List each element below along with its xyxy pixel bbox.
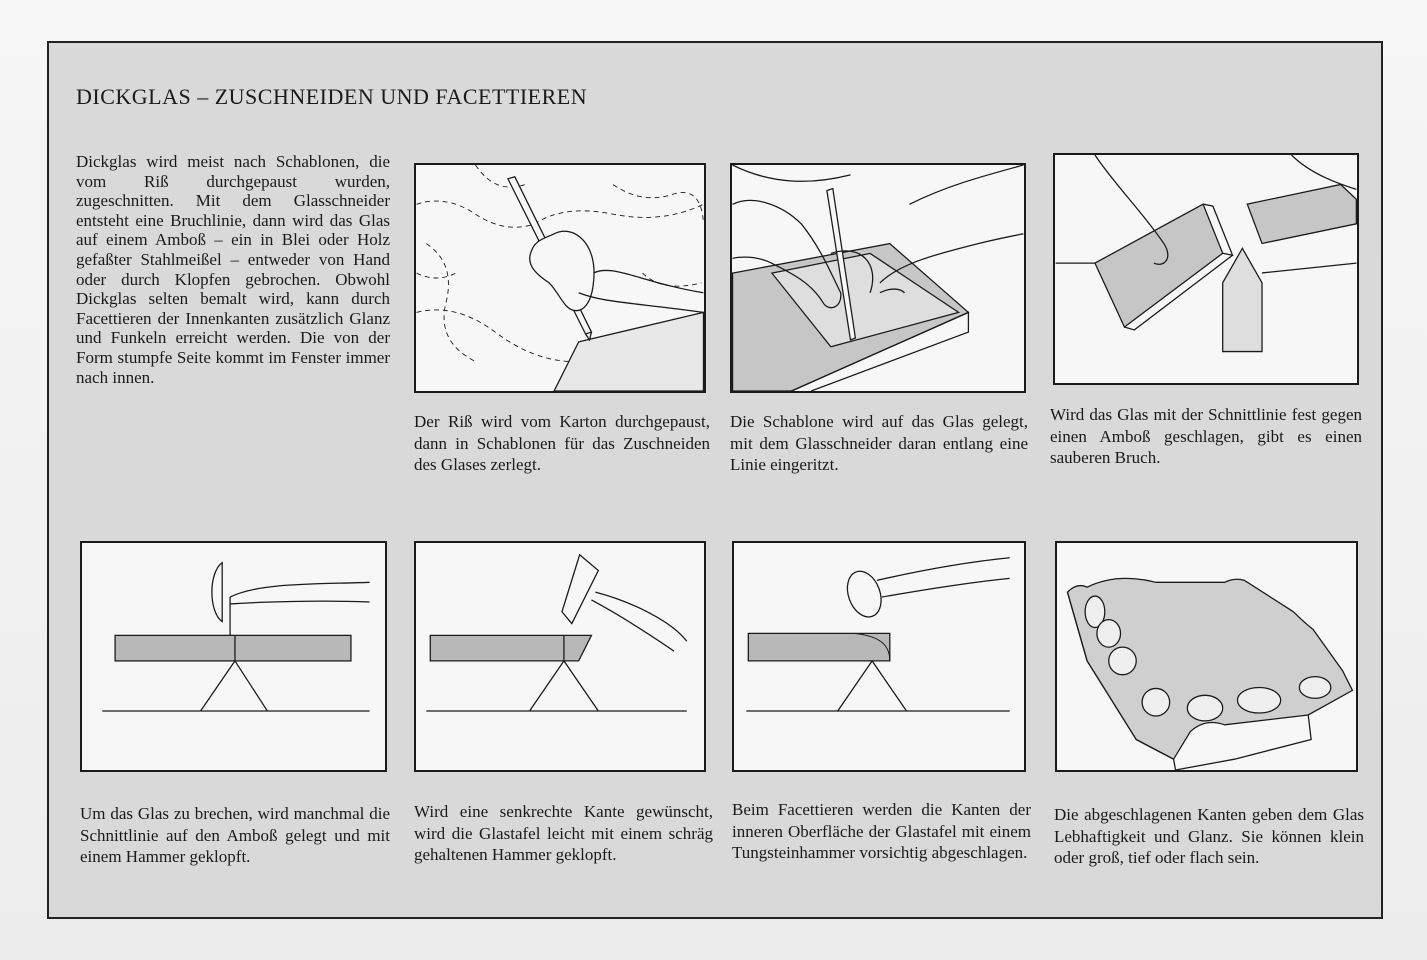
- caption-5: Wird eine senkrechte Kante gewünscht, wird die Glastafel leicht mit einem schräg gehaltenen Hammer geklopft.: [414, 802, 713, 864]
- glass-cutter-template-illustration: [730, 163, 1026, 393]
- glass-breaking-anvil-illustration: [1053, 153, 1359, 385]
- caption-4: Um das Glas zu brechen, wird manchmal die Schnittlinie auf den Amboß gelegt und mit einem Hammer geklopft.: [80, 804, 390, 866]
- caption-7: Die abgeschlagenen Kanten geben dem Glas Lebhaftigkeit und Glanz. Sie können klein oder groß, tief oder flach sein.: [1054, 805, 1364, 867]
- hand-tracing-pattern-illustration: [414, 163, 706, 393]
- caption-3: Wird das Glas mit der Schnittlinie fest gegen einen Amboß geschlagen, gibt es einen sauberen Bruch.: [1050, 405, 1362, 467]
- hammer-on-anvil-diagram: [80, 541, 387, 772]
- caption-2: Die Schablone wird auf das Glas gelegt, mit dem Glasschneider daran entlang eine Linie eingeritzt.: [730, 412, 1028, 474]
- page-title: DICKGLAS – ZUSCHNEIDEN UND FACETTIEREN: [76, 84, 588, 109]
- caption-6: Beim Facettieren werden die Kanten der inneren Oberfläche der Glastafel mit einem Tungsteinhammer vorsichtig abgeschlagen.: [732, 800, 1031, 862]
- angled-hammer-diagram: [414, 541, 706, 772]
- intro-paragraph: Dickglas wird meist nach Schablonen, die vom Riß durchgepaust wurden, zugeschnitten. Mit dem Glasschneider entsteht eine Bruchlinie, dann wird das Glas auf einem Amboß – ein in Blei oder Holz gefaßter Stahlmeißel – entweder von Hand oder durch Klopfen gebrochen. Obwohl Dickglas selten bemalt wird, kann durch Facettieren der Innenkanten zusätzlich Glanz und Funkeln erreicht werden. Die von der Form stumpfe Seite kommt im Fenster immer nach innen.: [76, 152, 390, 387]
- facetting-hammer-diagram: [732, 541, 1026, 772]
- chipped-edges-glass-illustration: [1055, 541, 1358, 772]
- caption-1: Der Riß wird vom Karton durchgepaust, dann in Schablonen für das Zuschneiden des Glases zerlegt.: [414, 412, 710, 474]
